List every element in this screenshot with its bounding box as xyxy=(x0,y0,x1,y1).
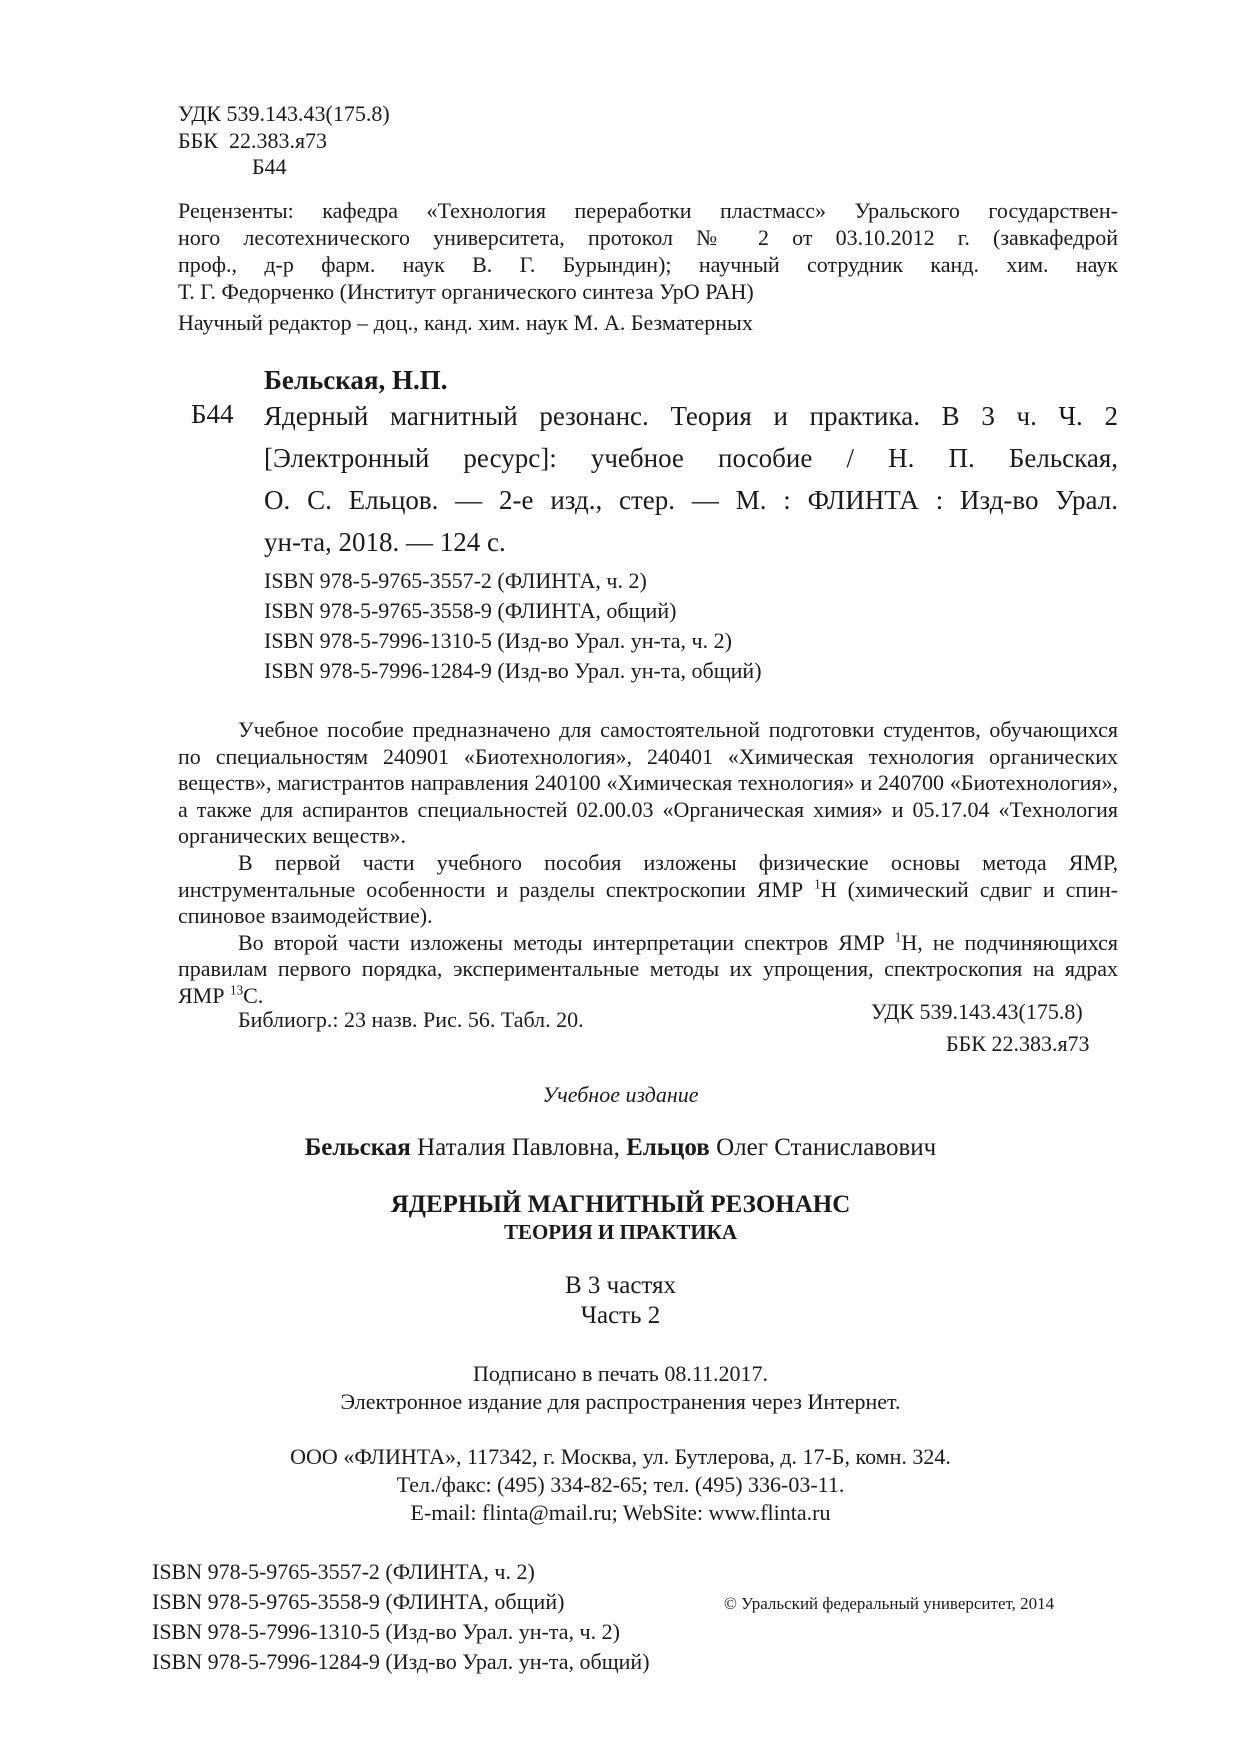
author-last-name: Ельцов xyxy=(626,1134,710,1161)
footer-isbn: ISBN 978-5-9765-3557-2 (ФЛИНТА, ч. 2) xyxy=(152,1559,535,1584)
footer-isbn: ISBN 978-5-9765-3558-9 (ФЛИНТА, общий) xyxy=(152,1589,565,1614)
electronic-edition-note: Электронное издание для распространения через Интернет. xyxy=(340,1389,901,1414)
parts-count: В 3 частях xyxy=(564,1272,677,1299)
catalog-line: Ядерный магнитный резонанс. Теория и практика. В 3 ч. Ч. 2 xyxy=(264,401,1118,431)
bibliography-summary: Библиогр.: 23 назв. Рис. 56. Табл. 20. xyxy=(238,1007,584,1032)
author-first-names: Наталия Павловна, xyxy=(410,1134,627,1161)
signed-to-print: Подписано в печать 08.11.2017. xyxy=(472,1361,769,1386)
author-last-name: Бельская xyxy=(304,1134,411,1161)
header-author-code: Б44 xyxy=(252,154,287,179)
abstract-udk: УДК 539.143.43(175.8) xyxy=(871,999,1083,1024)
header-udk: УДК 539.143.43(175.8) xyxy=(178,101,390,126)
authors-line xyxy=(0,1133,1241,1163)
catalog-isbn: ISBN 978-5-7996-1310-5 (Изд-во Урал. ун-та, ч. 2) xyxy=(264,628,732,653)
catalog-isbn: ISBN 978-5-9765-3557-2 (ФЛИНТА, ч. 2) xyxy=(264,568,647,593)
abstract-paragraph: Во второй части изложены методы интерпретации спектров ЯМР $^1$Н, не подчиняющихся правилам первого порядка, экспериментальные методы их упрощения, спектроскопия на ядрах ЯМР $^{13}$С. xyxy=(178,929,1118,1008)
author-first-names: Олег Станиславович xyxy=(709,1134,937,1161)
book-subtitle: ТЕОРИЯ И ПРАКТИКА xyxy=(503,1220,738,1244)
publisher-phone: Тел./факс: (495) 334-82-65; тел. (495) 336-03-11. xyxy=(396,1472,845,1497)
copyright: © Уральский федеральный университет, 2014 xyxy=(724,1594,1055,1613)
reviewers-block xyxy=(178,197,1118,305)
abstract xyxy=(178,717,1118,1010)
part-number: Часть 2 xyxy=(580,1302,661,1329)
abstract-paragraph: В первой части учебного пособия изложены физические основы метода ЯМР, инструментальные особенности и разделы спектроскопии ЯМР $^1$Н (химический сдвиг и спин-спиновое взаимодействие). xyxy=(178,849,1118,929)
edition-type: Учебное издание xyxy=(542,1082,699,1107)
book-title: ЯДЕРНЫЙ МАГНИТНЫЙ РЕЗОНАНС xyxy=(390,1191,851,1218)
header-bbk: ББК 22.383.я73 xyxy=(178,128,328,153)
catalog-isbn-list xyxy=(264,567,762,687)
publisher-address: ООО «ФЛИНТА», 117342, г. Москва, ул. Бутлерова, д. 17-Б, комн. 324. xyxy=(290,1444,951,1469)
footer-isbn-list xyxy=(152,1558,650,1678)
abstract-paragraph: Учебное пособие предназначено для самостоятельной подготовки студентов, обучающихся по специальностям 240901 «Биотехнология», 240401 «Химическая технология органических веществ», магистрантов направления 240100 «Химическая технология» и 240700 «Биотехнология», а также для аспирантов специальностей 02.00.03 «Органическая химия» и 05.17.04 «Технология органических веществ». xyxy=(178,717,1118,849)
reviewers-line: Рецензенты: кафедра «Технология переработки пластмасс» Уральского государствен- xyxy=(178,198,1118,223)
catalog-line: ун-та, 2018. — 124 с. xyxy=(264,527,506,557)
abstract-bbk: ББК 22.383.я73 xyxy=(946,1031,1090,1056)
reviewers-line: Т. Г. Федорченко (Институт органического синтеза УрО РАН) xyxy=(178,279,754,304)
reviewers-line: ного лесотехнического университета, протокол № 2 от 03.10.2012 г. (завкафедрой xyxy=(178,225,1118,250)
footer-isbn: ISBN 978-5-7996-1310-5 (Изд-во Урал. ун-та, ч. 2) xyxy=(152,1619,620,1644)
catalog-author: Бельская, Н.П. xyxy=(264,365,448,395)
footer-isbn: ISBN 978-5-7996-1284-9 (Изд-во Урал. ун-та, общий) xyxy=(152,1649,650,1674)
catalog-line: О. С. Ельцов. — 2-е изд., стер. — М. : ФЛИНТА : Изд-во Урал. xyxy=(264,485,1118,515)
catalog-isbn: ISBN 978-5-7996-1284-9 (Изд-во Урал. ун-та, общий) xyxy=(264,658,762,683)
scientific-editor: Научный редактор – доц., канд. хим. наук М. А. Безматерных xyxy=(178,310,753,335)
catalog-line: [Электронный ресурс]: учебное пособие / Н. П. Бельская, xyxy=(264,443,1118,473)
catalog-description xyxy=(264,395,1118,563)
reviewers-line: проф., д-р фарм. наук В. Г. Бурындин); научный сотрудник канд. хим. наук xyxy=(178,252,1118,277)
catalog-isbn: ISBN 978-5-9765-3558-9 (ФЛИНТА, общий) xyxy=(264,598,677,623)
publisher-web: E-mail: flinta@mail.ru; WebSite: www.flinta.ru xyxy=(410,1500,831,1525)
catalog-code: Б44 xyxy=(191,399,234,429)
